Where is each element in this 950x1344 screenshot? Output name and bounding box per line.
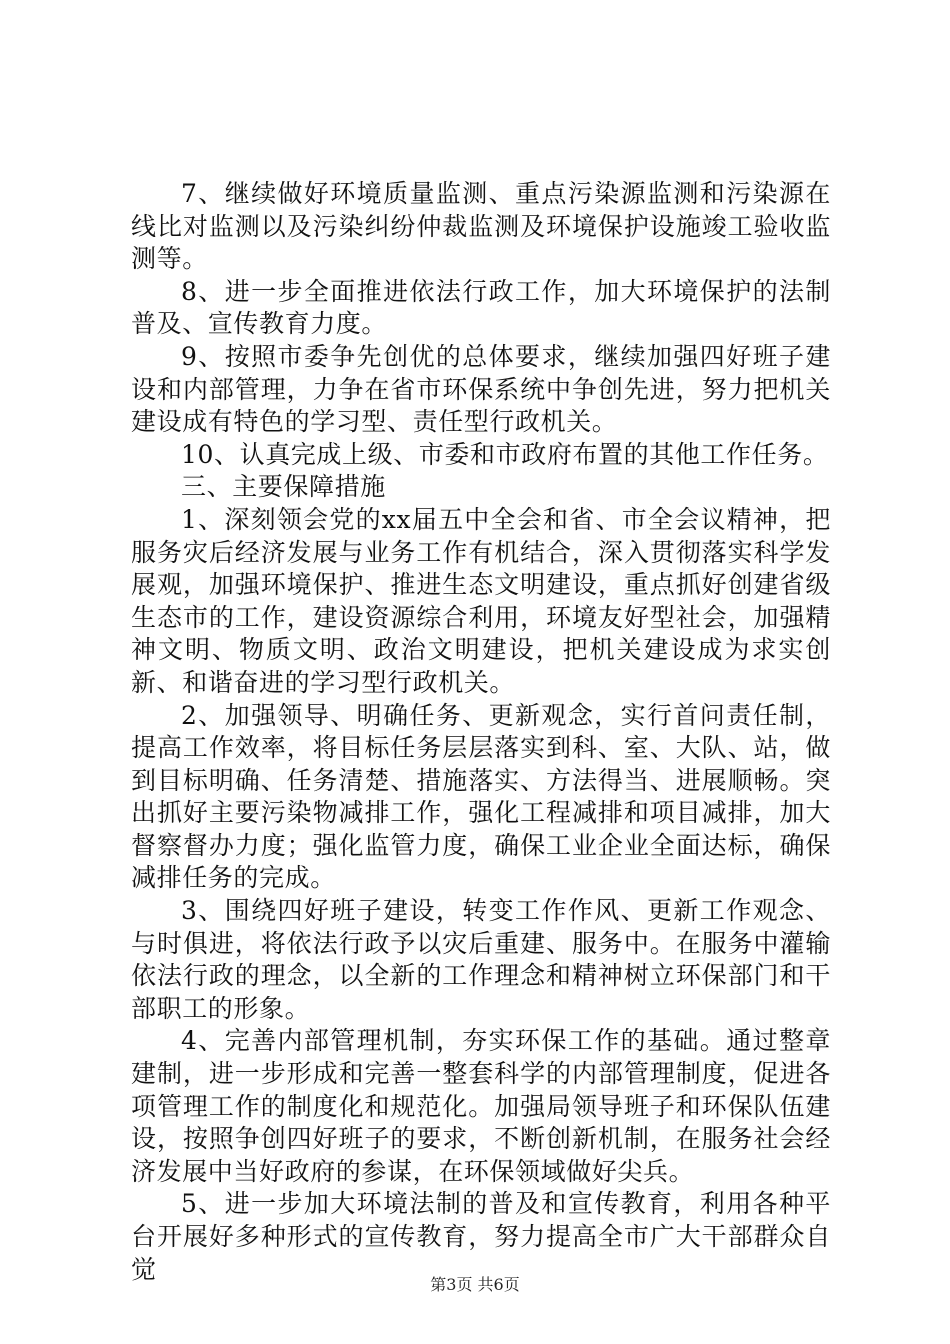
paragraph-item-10: 10、认真完成上级、市委和市政府布置的其他工作任务。	[181, 439, 829, 469]
measure-item-4: 4、完善内部管理机制，夯实环保工作的基础。通过整章建制，进一步形成和完善一整套科学的内部管理制度，促进各项管理工作的制度化和规范化。加强局领导班子和环保队伍建设，按照争创四好班子的要求，不断创新机制，在服务社会经济发展中当好政府的参谋，在环保领域做好尖兵。	[131, 1026, 831, 1186]
measure-item-1: 1、深刻领会党的xx届五中全会和省、市全会议精神，把服务灾后经济发展与业务工作有机结合，深入贯彻落实科学发展观，加强环境保护、推进生态文明建设，重点抓好创建省级生态市的工作，建设资源综合利用，环境友好型社会，加强精神文明、物质文明、政治文明建设，把机关建设成为求实创新、和谐奋进的学习型行政机关。	[131, 504, 831, 697]
paragraph-item-9: 9、按照市委争先创优的总体要求，继续加强四好班子建设和内部管理，力争在省市环保系统中争创先进，努力把机关建设成有特色的学习型、责任型行政机关。	[131, 341, 831, 437]
paragraph-item-8: 8、进一步全面推进依法行政工作，加大环境保护的法制普及、宣传教育力度。	[131, 276, 831, 339]
section-heading: 三、主要保障措施	[181, 472, 386, 502]
paragraph-item-7: 7、继续做好环境质量监测、重点污染源监测和污染源在线比对监测以及污染纠纷仲裁监测及环境保护设施竣工验收监测等。	[131, 179, 831, 274]
measure-item-2: 2、加强领导、明确任务、更新观念，实行首问责任制，提高工作效率，将目标任务层层落实到科、室、大队、站，做到目标明确、任务清楚、措施落实、方法得当、进展顺畅。突出抓好主要污染物减排工作，强化工程减排和项目减排，加大督察督办力度；强化监管力度，确保工业企业全面达标，确保减排任务的完成。	[131, 700, 831, 893]
measure-item-5: 5、进一步加大环境法制的普及和宣传教育，利用各种平台开展好多种形式的宣传教育，努力提高全市广大干部群众自觉	[131, 1189, 831, 1284]
measure-item-3: 3、围绕四好班子建设，转变工作作风、更新工作观念、与时俱进，将依法行政予以灾后重建、服务中。在服务中灌输依法行政的理念，以全新的工作理念和精神树立环保部门和干部职工的形象。	[131, 896, 831, 1023]
document-body	[131, 178, 831, 1286]
page-number-footer: 第3页 共6页	[430, 1275, 520, 1294]
